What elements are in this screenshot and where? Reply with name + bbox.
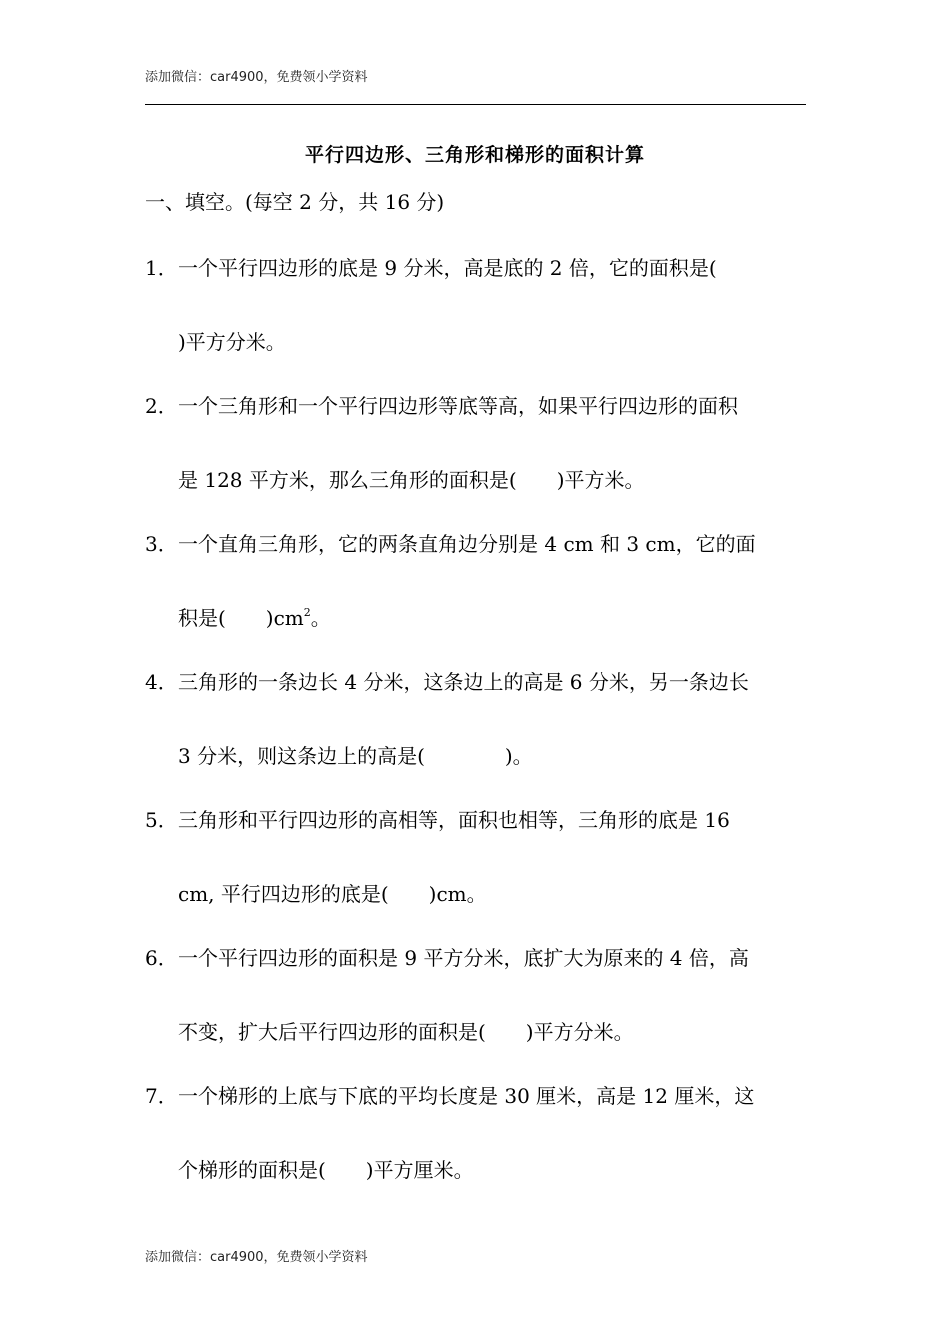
question-text: 一个三角形和一个平行四边形等底等高，如果平行四边形的面积 [178, 394, 738, 418]
answer-text: 积是( )cm [178, 606, 304, 630]
question-text: 三角形和平行四边形的高相等，面积也相等，三角形的底是 16 [178, 808, 730, 832]
question-text: 一个平行四边形的底是 9 分米，高是底的 2 倍，它的面积是( [178, 256, 717, 280]
footer-note: 添加微信：car4900，免费领小学资料 [145, 1250, 368, 1265]
question-text: 一个平行四边形的面积是 9 平方分米，底扩大为原来的 4 倍，高 [178, 946, 749, 970]
question-6-continuation: 不变，扩大后平行四边形的面积是( )平方分米。 [178, 1020, 634, 1044]
question-1 [145, 252, 717, 281]
header-note: 添加微信：car4900，免费领小学资料 [145, 70, 368, 85]
question-1-continuation: )平方分米。 [178, 330, 286, 354]
superscript: 2 [303, 606, 311, 619]
question-7 [145, 1080, 754, 1109]
question-5-continuation: cm, 平行四边形的底是( )cm。 [178, 882, 487, 906]
question-7-continuation: 个梯形的面积是( )平方厘米。 [178, 1158, 474, 1182]
question-2 [145, 390, 738, 419]
question-text: 一个直角三角形，它的两条直角边分别是 4 cm 和 3 cm，它的面 [178, 532, 756, 556]
answer-text-end: 。 [310, 606, 331, 630]
question-3 [145, 528, 756, 557]
question-number: 5． [145, 808, 178, 832]
question-4-continuation: 3 分米，则这条边上的高是( )。 [178, 744, 533, 768]
question-text: 三角形的一条边长 4 分米，这条边上的高是 6 分米，另一条边长 [178, 670, 749, 694]
question-3-continuation [178, 602, 331, 631]
section-heading: 一、填空。(每空 2 分，共 16 分) [145, 190, 445, 214]
question-number: 3． [145, 532, 178, 556]
question-number: 7． [145, 1084, 178, 1108]
question-number: 1． [145, 256, 178, 280]
question-5 [145, 804, 730, 833]
question-number: 2． [145, 394, 178, 418]
page-title: 平行四边形、三角形和梯形的面积计算 [304, 144, 645, 166]
question-2-continuation: 是 128 平方米，那么三角形的面积是( )平方米。 [178, 468, 645, 492]
question-number: 4． [145, 670, 178, 694]
header-divider [145, 104, 806, 105]
question-number: 6． [145, 946, 178, 970]
question-text: 一个梯形的上底与下底的平均长度是 30 厘米，高是 12 厘米，这 [178, 1084, 755, 1108]
question-6 [145, 942, 749, 971]
question-4 [145, 666, 749, 695]
